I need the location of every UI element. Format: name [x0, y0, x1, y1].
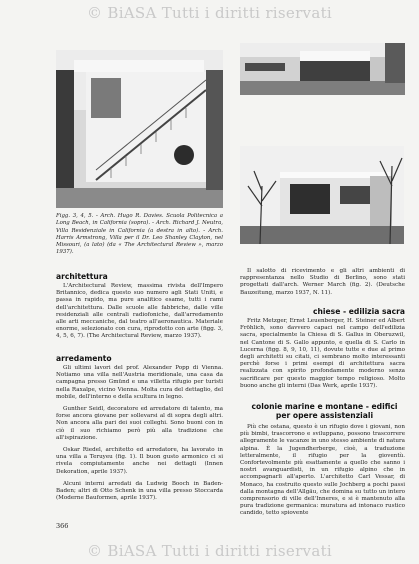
villa-illustration	[240, 43, 405, 95]
paragraph-popp: Gli ultimi lavori del prof. Alexander Popp di Vienna. Notiamo una villa nell'Austria meridionale, una casa da campagna presso Gmünd e una villetta rifugio per turisti nella Raxalpe, vicino Vienna. Molta cura del dettaglio, del mobile, dell'interno e della scultura in legno.	[56, 365, 223, 400]
page-number: 366	[56, 522, 69, 530]
paragraph-march: Il salotto di ricevimento e gli altri ambienti di rappresentanza nello Studio di Berlino, sono stati progettati dall'arch. Werner March (fig. 2). (Deutsche Bauzeitung, marzo 1937, N. 11).	[240, 268, 405, 296]
heading-colonie: colonie marine e montane - edifici per opere assistenziali	[251, 402, 398, 420]
villa-trees-illustration	[240, 146, 404, 244]
school-illustration	[56, 50, 223, 208]
photo-villa-armstrong	[240, 146, 404, 244]
photo-caption: Figg. 3, 4, 5. - Arch. Hugo R. Davies. Scuola Politecnica a Long Beach, in California (sopra). - Arch. Richard J. Neutra, Villa Residenziale in California (a destra in alto). - Arch. Harris Armstrong, Villa per il Dr. Leo Shanley Clayton, nel Missouri, (a lato) (da « The Architectural Review », marzo 1937).	[56, 213, 223, 256]
paragraph-booch: Alcuni interni arredati da Ludwig Booch in Baden-Baden; altri di Otto Schenk in una villa presso Stoccarda (Moderne Bauformen, aprile 1937).	[56, 480, 223, 502]
paragraph-chiese: Fritz Metzger, Ernst Leuenberger, H. Steiner ed Albert Fröhlich, sono davvero capaci nel campo dell'edilizia sacra, specialmente la Chiesa di S. Gallus in Oberuzwil, nel Cantone di S. Gallo appunto, e quella di S. Carlo in Lucerna (figg. 8, 9, 10, 11), dovute tutte e due al primo degli architetti su citati, ci sembrano molto interessanti perchè forse i primi esempi di architettura sacra realizzata con spirito profondamente moderno senza sacrificare per questo maggior tempo religioso. Molto buono anche gli interni (Das Werk, aprile 1937).	[240, 318, 405, 389]
watermark-bottom: © BiASA Tutti i diritti riservati	[87, 542, 332, 560]
paragraph-architettura: L'Architectural Review, massima rivista dell'Impero Britannico, dedica questo suo numero agli Stati Uniti, e passa in rapido, ma pure analitico esame, tutti i rami dell'architettura. Dalle scuole alle fabbriche, dalle ville residenziali alle centrali radiofoniche, dall'arredamento alle arti meccaniche, dal teatro all'aeronautica. Materiale enorme, selezionato con cura, riprodotto con arte (figg. 3, 4, 5, 6, 7). (The Architectural Review, marzo 1937).	[56, 283, 223, 340]
heading-chiese: chiese - edilizia sacra	[313, 307, 405, 316]
photo-school-staircase	[56, 50, 223, 208]
heading-arredamento: arredamento	[56, 354, 112, 363]
paragraph-riedel: Oskar Riedel, architetto ed arredatore, ha lavorato in una villa a Teruyeu (fig. 1). Il buon gusto armonico ci si rivela compiutamente anche nei dettagli (Innen Dekoration, aprile 1937).	[56, 447, 223, 475]
paragraph-colonie: Più che ostana, questo è un rifugio dove i giovani, non più bimbi, trascorrono e sviluppano, possono trascorrere allegramente le vacanze in uno stesso ambiente di natura alpina. È la Jugendherberge, cioè, a traduzione letteralmente, il rifugio per la gioventù. Confortevolmente più esattamente a quello che sanno i nostri avanguardisti, in un rifugio alpino che in accompagnarli all'aperto. L'architetto Carl Vessar, di Monaco, ha costruito questo sulle Jochberg a pochi passi dalla montagna dell'Allgäu, che domina su tutto un intero comprensorio di ville dell'Inneres, e si è mantenuto alla pura tradizione germanica: muratura ad intonaco rustico candido, tetto spiovente	[240, 424, 405, 517]
paragraph-seidl: Gunther Seidl, decoratore ed arredatore di talento, ma forse ancora giovane per sollevarsi al di sopra degli altri. Non ancora alla pari dei suoi colleghi. Sono buoni con in ciò il suo richiamo però più alla tradizione che all'ispirazione.	[56, 406, 223, 441]
watermark-top: © BiASA Tutti i diritti riservati	[87, 4, 332, 22]
photo-villa-neutra	[240, 43, 405, 95]
heading-architettura: architettura	[56, 272, 108, 281]
